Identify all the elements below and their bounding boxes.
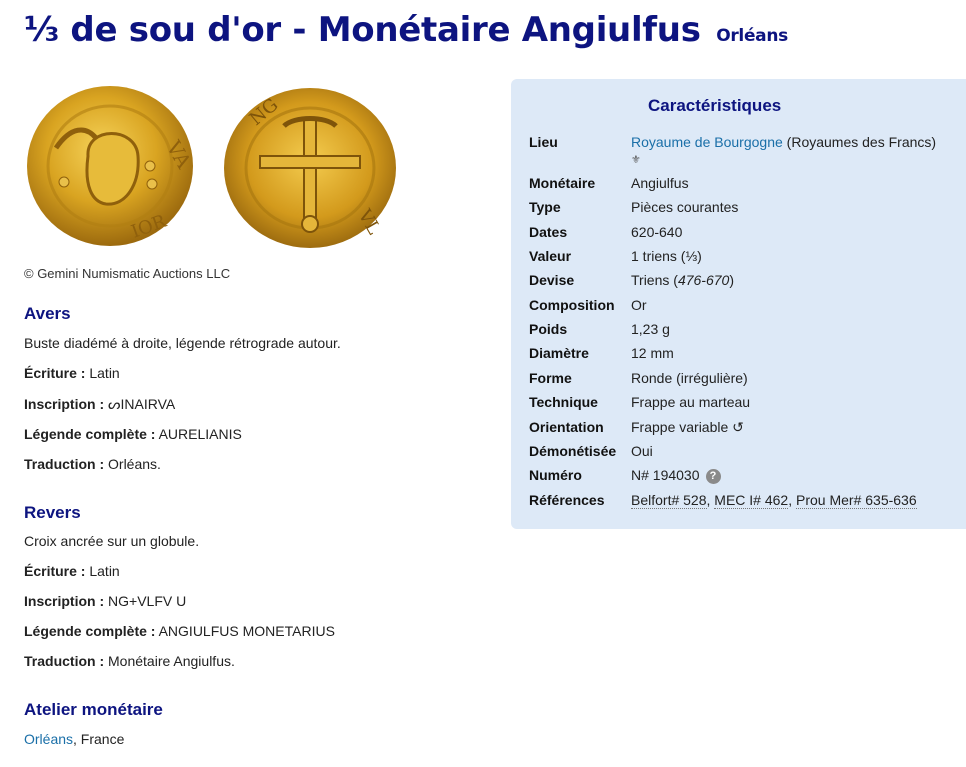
avers-ecriture-label: Écriture : [24,365,86,381]
poids-label: Poids [529,321,568,337]
devise-name: Triens [631,272,670,288]
revers-heading: Revers [24,503,81,522]
valeur-label: Valeur [529,248,572,264]
monetaire-link[interactable]: Angiulfus [631,175,689,191]
references-value: Belfort# 528, MEC I# 462, Prou Mer# 635-636 [631,492,917,508]
lieu-link[interactable]: Royaume de Bourgogne [631,134,783,150]
revers-legende [24,623,335,639]
type-value: Pièces courantes [631,199,739,215]
orientation-label: Orientation [529,419,604,435]
orientation-value: Frappe variable ↺ [631,419,744,435]
monetaire-label: Monétaire [529,175,596,191]
demonetisee-label: Démonétisée [529,443,617,459]
svg-text:IOR: IOR [128,210,169,243]
diametre-label: Diamètre [529,345,589,361]
avers-description: Buste diadémé à droite, légende rétrograde autour. [24,335,341,351]
revers-ecriture-value: Latin [89,563,120,579]
avers-inscription [24,396,175,413]
poids-value: 1,23 g [631,321,670,337]
revers-traduction-value: Monétaire Angiulfus. [108,653,235,669]
obverse-coin-image [27,86,196,246]
avers-heading: Avers [24,304,71,323]
lieu-label: Lieu [529,134,558,150]
characteristics-panel [511,79,966,529]
revers-description: Croix ancrée sur un globule. [24,533,200,549]
atelier-line [24,731,124,747]
composition-value: Or [631,297,647,313]
dates-value: 620-640 [631,224,683,240]
revers-legende-label: Légende complète : [24,623,156,639]
characteristics-heading: Caractéristiques [648,96,782,115]
avers-traduction [24,456,161,472]
dates-label: Dates [529,224,568,240]
numero-value [631,467,721,484]
devise-value: Triens (476-670) [631,272,735,288]
devise-label: Devise [529,272,575,288]
revers-traduction [24,653,235,669]
page-title [24,10,788,50]
revers-inscription-label: Inscription : [24,593,105,609]
image-credit: © Gemini Numismatic Auctions LLC [24,266,231,281]
numero-text: N# 194030 [631,467,700,483]
avers-ecriture [24,365,120,381]
atelier-heading: Atelier monétaire [24,700,163,719]
lieu-extra: (Royaumes des Francs) [782,134,937,150]
atelier-country: , France [73,731,125,747]
avers-legende-label: Légende complète : [24,426,156,442]
avers-inscription-value: ᔕINAIRVA [108,396,176,412]
numero-label: Numéro [529,467,582,483]
avers-legende-value: AURELIANIS [158,426,242,442]
demonetisee-value: Oui [631,443,653,459]
avers-legende [24,426,242,442]
devise-period: 476-670 [677,272,730,288]
revers-inscription-value: NG+VLFV U [108,593,187,609]
reverse-coin-image [224,88,396,248]
technique-label: Technique [529,394,598,410]
page-title-text: ⅓ de sou d'or - Monétaire Angiulfus [24,10,701,50]
svg-text:VL: VL [353,206,385,239]
valeur-value: 1 triens (⅓) [631,248,702,264]
fleur-icon[interactable]: ⚜ [631,154,641,166]
svg-text:VA: VA [161,136,197,173]
avers-traduction-label: Traduction : [24,456,105,472]
diametre-value: 12 mm [631,345,674,361]
technique-link[interactable]: Frappe au marteau [631,394,751,410]
revers-ecriture-label: Écriture : [24,563,86,579]
svg-text:NG: NG [245,94,283,130]
revers-traduction-label: Traduction : [24,653,105,669]
coin-images[interactable] [26,86,398,252]
lieu-value [631,134,936,166]
reference-belfort[interactable]: Belfort# 528 [631,492,707,508]
avers-traduction-value: Orléans. [108,456,161,472]
reference-prou[interactable]: Prou Mer# 635-636 [796,492,917,508]
revers-ecriture [24,563,120,579]
atelier-place-link[interactable]: Orléans [24,731,74,747]
composition-label: Composition [529,297,615,313]
avers-ecriture-value: Latin [89,365,120,381]
revers-inscription [24,593,186,609]
page-subtitle: Orléans [716,26,788,46]
question-circle-icon[interactable]: ? [706,469,721,484]
reference-mec[interactable]: MEC I# 462 [714,492,789,508]
avers-inscription-label: Inscription : [24,396,105,412]
revers-legende-value: ANGIULFUS MONETARIUS [158,623,335,639]
type-label: Type [529,199,561,215]
references-label: Références [529,492,605,508]
forme-label: Forme [529,370,572,386]
forme-value: Ronde (irrégulière) [631,370,748,386]
